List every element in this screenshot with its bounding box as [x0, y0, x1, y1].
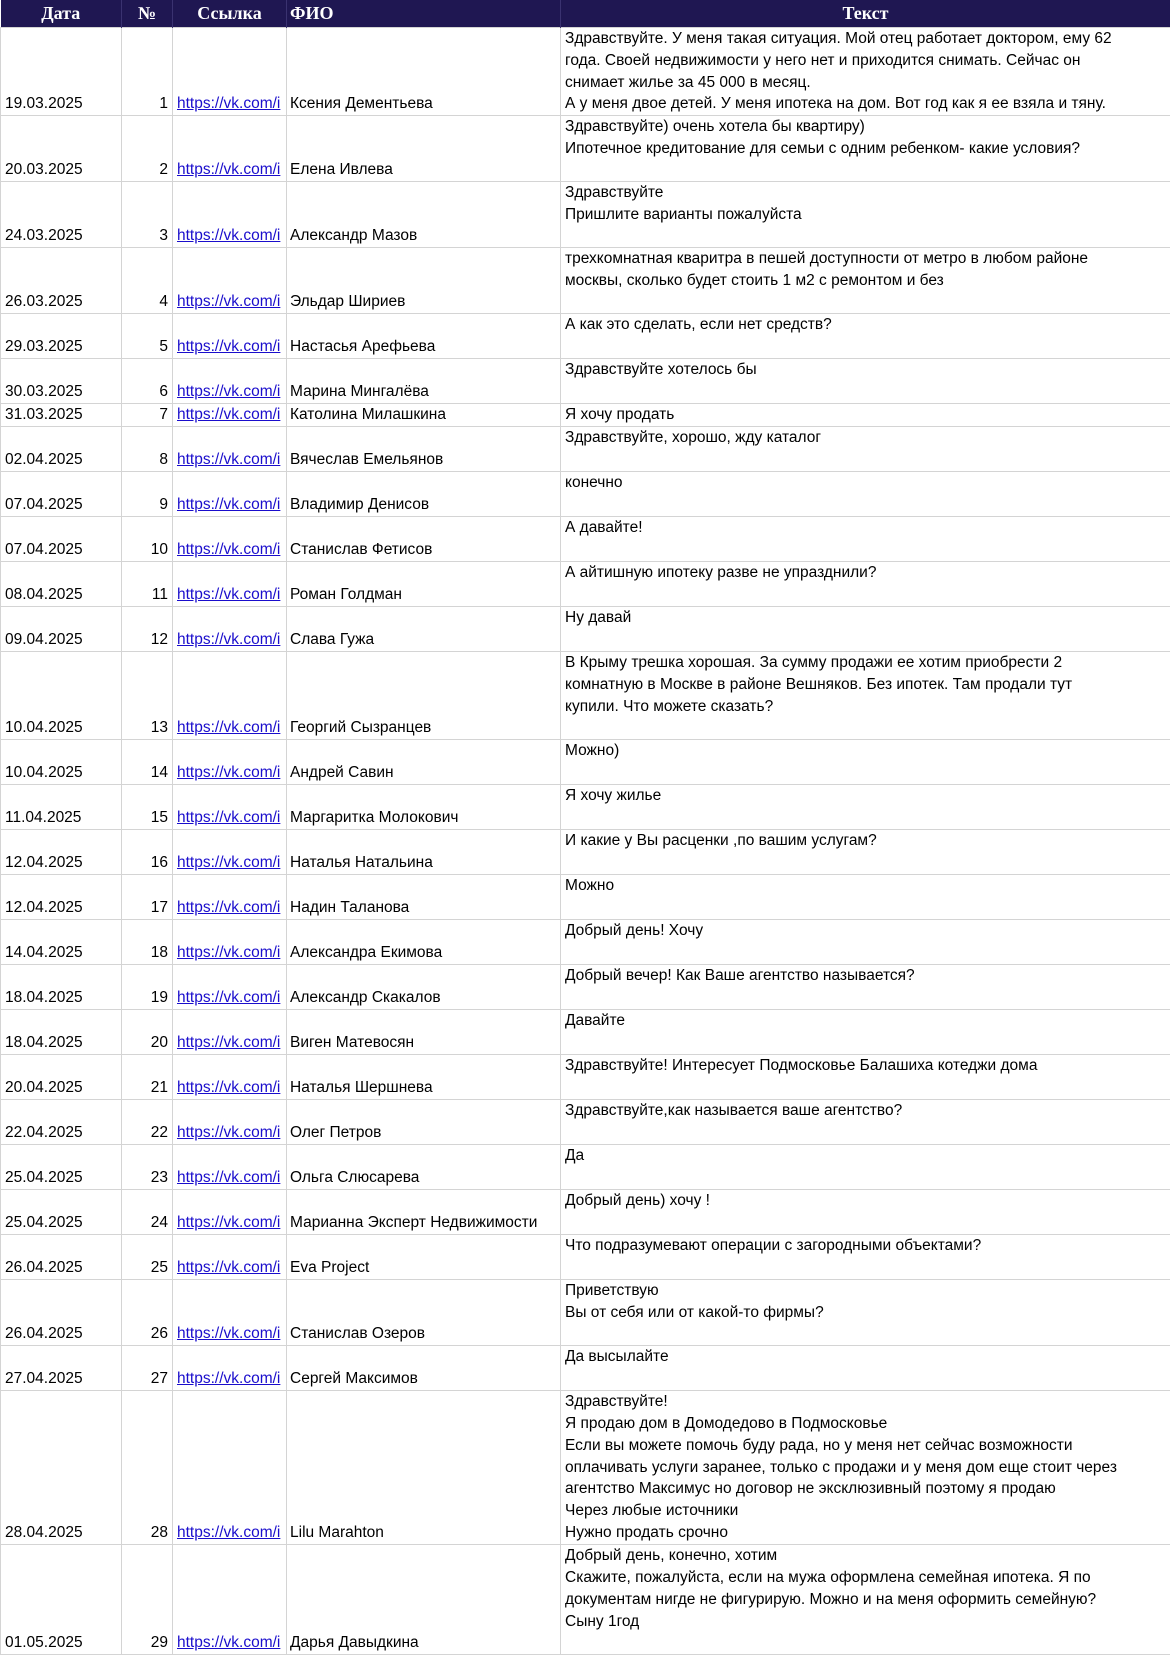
cell-text[interactable]: Я хочу продать [561, 404, 1170, 427]
cell-text[interactable]: А айтишную ипотеку разве не упразднили? [561, 562, 1170, 607]
cell-date[interactable]: 25.04.2025 [1, 1190, 122, 1235]
cell-date[interactable]: 18.04.2025 [1, 965, 122, 1010]
cell-full-name[interactable]: Наталья Натальина [287, 830, 561, 875]
cell-link[interactable]: https://vk.com/i [173, 359, 287, 404]
cell-text[interactable]: Ну давай [561, 607, 1170, 652]
cell-text[interactable]: Здравствуйте хотелось бы [561, 359, 1170, 404]
table-row [1, 359, 1170, 404]
cell-date[interactable]: 30.03.2025 [1, 359, 122, 404]
cell-number[interactable]: 16 [122, 830, 173, 875]
cell-full-name[interactable]: Сергей Максимов [287, 1346, 561, 1391]
table-row [1, 1280, 1170, 1346]
cell-text[interactable]: конечно [561, 472, 1170, 517]
cell-number[interactable]: 13 [122, 652, 173, 740]
cell-link[interactable]: https://vk.com/i [173, 875, 287, 920]
cell-text[interactable]: И какие у Вы расценки ,по вашим услугам? [561, 830, 1170, 875]
cell-number[interactable]: 11 [122, 562, 173, 607]
cell-date[interactable]: 18.04.2025 [1, 1010, 122, 1055]
cell-link[interactable]: https://vk.com/i [173, 1391, 287, 1545]
cell-full-name[interactable]: Александра Екимова [287, 920, 561, 965]
cell-full-name[interactable]: Надин Таланова [287, 875, 561, 920]
cell-date[interactable]: 11.04.2025 [1, 785, 122, 830]
cell-full-name[interactable]: Католина Милашкина [287, 404, 561, 427]
table-row [1, 248, 1170, 314]
cell-link[interactable]: https://vk.com/i [173, 1190, 287, 1235]
table-row [1, 1055, 1170, 1100]
table-row [1, 1145, 1170, 1190]
cell-number[interactable]: 8 [122, 427, 173, 472]
cell-link[interactable]: https://vk.com/i [173, 1010, 287, 1055]
cell-number[interactable]: 3 [122, 182, 173, 248]
cell-full-name[interactable]: Ксения Дементьева [287, 28, 561, 116]
cell-text[interactable]: Можно [561, 875, 1170, 920]
cell-full-name[interactable]: Владимир Денисов [287, 472, 561, 517]
header-link[interactable]: Ссылка [173, 0, 287, 28]
cell-text[interactable]: Добрый день, конечно, хотим Скажите, пожалуйста, если на мужа оформлена семейная ипотека. Я по документам нигде не фигурирую. Можно и на меня оформить семейную? Сыну 1год [561, 1545, 1170, 1655]
table-row [1, 740, 1170, 785]
cell-text[interactable]: Здравствуйте! Интересует Подмосковье Балашиха котеджи дома [561, 1055, 1170, 1100]
table-row [1, 1010, 1170, 1055]
cell-number[interactable]: 28 [122, 1391, 173, 1545]
table-row [1, 1545, 1170, 1655]
cell-text[interactable]: трехкомнатная кваритра в пешей доступности от метро в любом районе москвы, сколько будет стоить 1 м2 с ремонтом и без [561, 248, 1170, 314]
cell-text[interactable]: В Крыму трешка хорошая. За сумму продажи ее хотим приобрести 2 комнатную в Москве в районе Вешняков. Без ипотек. Там продали тут купили. Что можете сказать? [561, 652, 1170, 740]
cell-link[interactable]: https://vk.com/i [173, 1055, 287, 1100]
table-row [1, 607, 1170, 652]
cell-text[interactable]: Да [561, 1145, 1170, 1190]
cell-text[interactable]: А давайте! [561, 517, 1170, 562]
cell-date[interactable]: 02.04.2025 [1, 427, 122, 472]
cell-text[interactable]: Можно) [561, 740, 1170, 785]
cell-full-name[interactable]: Слава Гужа [287, 607, 561, 652]
cell-link[interactable]: https://vk.com/i [173, 28, 287, 116]
cell-full-name[interactable]: Эльдар Шириев [287, 248, 561, 314]
header-full-name[interactable]: ФИО [287, 0, 561, 28]
cell-date[interactable]: 28.04.2025 [1, 1391, 122, 1545]
cell-text[interactable]: Здравствуйте Пришлите варианты пожалуйста [561, 182, 1170, 248]
cell-full-name[interactable]: Олег Петров [287, 1100, 561, 1145]
table-row [1, 517, 1170, 562]
cell-link[interactable]: https://vk.com/i [173, 1545, 287, 1655]
cell-date[interactable]: 09.04.2025 [1, 607, 122, 652]
cell-link[interactable]: https://vk.com/i [173, 472, 287, 517]
cell-text[interactable]: Да высылайте [561, 1346, 1170, 1391]
cell-link[interactable]: https://vk.com/i [173, 1100, 287, 1145]
cell-date[interactable]: 26.04.2025 [1, 1235, 122, 1280]
cell-text[interactable]: Добрый день! Хочу [561, 920, 1170, 965]
cell-date[interactable]: 22.04.2025 [1, 1100, 122, 1145]
cell-number[interactable]: 10 [122, 517, 173, 562]
cell-date[interactable]: 10.04.2025 [1, 652, 122, 740]
table-row [1, 1190, 1170, 1235]
cell-number[interactable]: 9 [122, 472, 173, 517]
table-row [1, 1100, 1170, 1145]
table-row [1, 830, 1170, 875]
cell-link[interactable]: https://vk.com/i [173, 965, 287, 1010]
cell-number[interactable]: 4 [122, 248, 173, 314]
cell-date[interactable]: 01.05.2025 [1, 1545, 122, 1655]
cell-link[interactable]: https://vk.com/i [173, 182, 287, 248]
table-header [1, 0, 1170, 28]
table-row [1, 562, 1170, 607]
table-row [1, 965, 1170, 1010]
cell-date[interactable]: 25.04.2025 [1, 1145, 122, 1190]
cell-full-name[interactable]: Дарья Давыдкина [287, 1545, 561, 1655]
cell-full-name[interactable]: Марианна Эксперт Недвижимости [287, 1190, 561, 1235]
cell-number[interactable]: 15 [122, 785, 173, 830]
table-row [1, 875, 1170, 920]
cell-number[interactable]: 18 [122, 920, 173, 965]
table-row [1, 314, 1170, 359]
cell-full-name[interactable]: Александр Скакалов [287, 965, 561, 1010]
cell-number[interactable]: 21 [122, 1055, 173, 1100]
cell-link[interactable]: https://vk.com/i [173, 1145, 287, 1190]
cell-number[interactable]: 1 [122, 28, 173, 116]
cell-full-name[interactable]: Станислав Озеров [287, 1280, 561, 1346]
cell-number[interactable]: 5 [122, 314, 173, 359]
cell-full-name[interactable]: Наталья Шершнева [287, 1055, 561, 1100]
cell-text[interactable]: Здравствуйте,как называется ваше агентство? [561, 1100, 1170, 1145]
cell-full-name[interactable]: Lilu Marahton [287, 1391, 561, 1545]
table-row [1, 182, 1170, 248]
cell-number[interactable]: 24 [122, 1190, 173, 1235]
cell-number[interactable]: 12 [122, 607, 173, 652]
cell-full-name[interactable]: Андрей Савин [287, 740, 561, 785]
table-row [1, 785, 1170, 830]
cell-text[interactable]: Здравствуйте) очень хотела бы квартиру) Ипотечное кредитование для семьи с одним ребенком- какие условия? [561, 116, 1170, 182]
cell-number[interactable]: 17 [122, 875, 173, 920]
cell-link[interactable]: https://vk.com/i [173, 517, 287, 562]
cell-date[interactable]: 20.03.2025 [1, 116, 122, 182]
cell-date[interactable]: 19.03.2025 [1, 28, 122, 116]
cell-text[interactable]: Я хочу жилье [561, 785, 1170, 830]
cell-number[interactable]: 23 [122, 1145, 173, 1190]
table-row [1, 1391, 1170, 1545]
cell-full-name[interactable]: Елена Ивлева [287, 116, 561, 182]
cell-number[interactable]: 19 [122, 965, 173, 1010]
cell-full-name[interactable]: Марина Мингалёва [287, 359, 561, 404]
cell-text[interactable]: Приветствую Вы от себя или от какой-то фирмы? [561, 1280, 1170, 1346]
table-row [1, 427, 1170, 472]
cell-date[interactable]: 14.04.2025 [1, 920, 122, 965]
cell-number[interactable]: 22 [122, 1100, 173, 1145]
cell-link[interactable]: https://vk.com/i [173, 607, 287, 652]
table-row [1, 920, 1170, 965]
cell-number[interactable]: 29 [122, 1545, 173, 1655]
cell-link[interactable]: https://vk.com/i [173, 116, 287, 182]
cell-text[interactable]: Здравствуйте, хорошо, жду каталог [561, 427, 1170, 472]
cell-date[interactable]: 20.04.2025 [1, 1055, 122, 1100]
cell-link[interactable]: https://vk.com/i [173, 1280, 287, 1346]
cell-text[interactable]: Что подразумевают операции с загородными объектами? [561, 1235, 1170, 1280]
header-row [1, 0, 1170, 28]
cell-number[interactable]: 14 [122, 740, 173, 785]
table-row [1, 404, 1170, 427]
cell-date[interactable]: 31.03.2025 [1, 404, 122, 427]
cell-full-name[interactable]: Георгий Сызранцев [287, 652, 561, 740]
header-text[interactable]: Текст [561, 0, 1170, 28]
cell-link[interactable]: https://vk.com/i [173, 740, 287, 785]
table-body [1, 28, 1170, 1655]
cell-full-name[interactable]: Александр Мазов [287, 182, 561, 248]
cell-full-name[interactable]: Маргаритка Молокович [287, 785, 561, 830]
cell-link[interactable]: https://vk.com/i [173, 1235, 287, 1280]
cell-text[interactable]: Добрый день) хочу ! [561, 1190, 1170, 1235]
cell-link[interactable]: https://vk.com/i [173, 314, 287, 359]
cell-link[interactable]: https://vk.com/i [173, 427, 287, 472]
table-row [1, 116, 1170, 182]
cell-number[interactable]: 7 [122, 404, 173, 427]
cell-full-name[interactable]: Eva Project [287, 1235, 561, 1280]
cell-date[interactable]: 12.04.2025 [1, 830, 122, 875]
cell-date[interactable]: 27.04.2025 [1, 1346, 122, 1391]
table-row [1, 652, 1170, 740]
cell-link[interactable]: https://vk.com/i [173, 562, 287, 607]
cell-date[interactable]: 10.04.2025 [1, 740, 122, 785]
cell-number[interactable]: 25 [122, 1235, 173, 1280]
cell-number[interactable]: 26 [122, 1280, 173, 1346]
cell-date[interactable]: 24.03.2025 [1, 182, 122, 248]
cell-link[interactable]: https://vk.com/i [173, 652, 287, 740]
cell-date[interactable]: 07.04.2025 [1, 517, 122, 562]
cell-date[interactable]: 08.04.2025 [1, 562, 122, 607]
cell-date[interactable]: 07.04.2025 [1, 472, 122, 517]
cell-text[interactable]: Добрый вечер! Как Ваше агентство называется? [561, 965, 1170, 1010]
cell-date[interactable]: 12.04.2025 [1, 875, 122, 920]
cell-link[interactable]: https://vk.com/i [173, 785, 287, 830]
cell-date[interactable]: 29.03.2025 [1, 314, 122, 359]
table-row [1, 28, 1170, 116]
cell-text[interactable]: Здравствуйте! Я продаю дом в Домодедово в Подмосковье Если вы можете помочь буду рада, но у меня нет сейчас возможности оплачивать услуги заранее, только с продажи и у меня дом еще стоит через агентство Максимус но договор не эксклюзивный поэтому я продаю Через любые источники Нужно продать срочно [561, 1391, 1170, 1545]
table-row [1, 472, 1170, 517]
cell-number[interactable]: 20 [122, 1010, 173, 1055]
cell-link[interactable]: https://vk.com/i [173, 248, 287, 314]
cell-full-name[interactable]: Ольга Слюсарева [287, 1145, 561, 1190]
table-row [1, 1346, 1170, 1391]
cell-full-name[interactable]: Настасья Арефьева [287, 314, 561, 359]
cell-full-name[interactable]: Виген Матевосян [287, 1010, 561, 1055]
cell-link[interactable]: https://vk.com/i [173, 830, 287, 875]
cell-full-name[interactable]: Вячеслав Емельянов [287, 427, 561, 472]
cell-link[interactable]: https://vk.com/i [173, 404, 287, 427]
cell-number[interactable]: 6 [122, 359, 173, 404]
cell-link[interactable]: https://vk.com/i [173, 920, 287, 965]
table-row [1, 1235, 1170, 1280]
cell-full-name[interactable]: Роман Голдман [287, 562, 561, 607]
header-date[interactable]: Дата [1, 0, 122, 28]
cell-date[interactable]: 26.03.2025 [1, 248, 122, 314]
header-number[interactable]: № [122, 0, 173, 28]
cell-text[interactable]: А как это сделать, если нет средств? [561, 314, 1170, 359]
cell-link[interactable]: https://vk.com/i [173, 1346, 287, 1391]
cell-full-name[interactable]: Станислав Фетисов [287, 517, 561, 562]
cell-number[interactable]: 27 [122, 1346, 173, 1391]
cell-number[interactable]: 2 [122, 116, 173, 182]
cell-text[interactable]: Давайте [561, 1010, 1170, 1055]
cell-text[interactable]: Здравствуйте. У меня такая ситуация. Мой отец работает доктором, ему 62 года. Своей недвижимости у него нет и приходится снимать. Сейчас он снимает жилье за 45 000 в месяц. А у меня двое детей. У меня ипотека на дом. Вот год как я ее взяла и тяну. [561, 28, 1170, 116]
cell-date[interactable]: 26.04.2025 [1, 1280, 122, 1346]
